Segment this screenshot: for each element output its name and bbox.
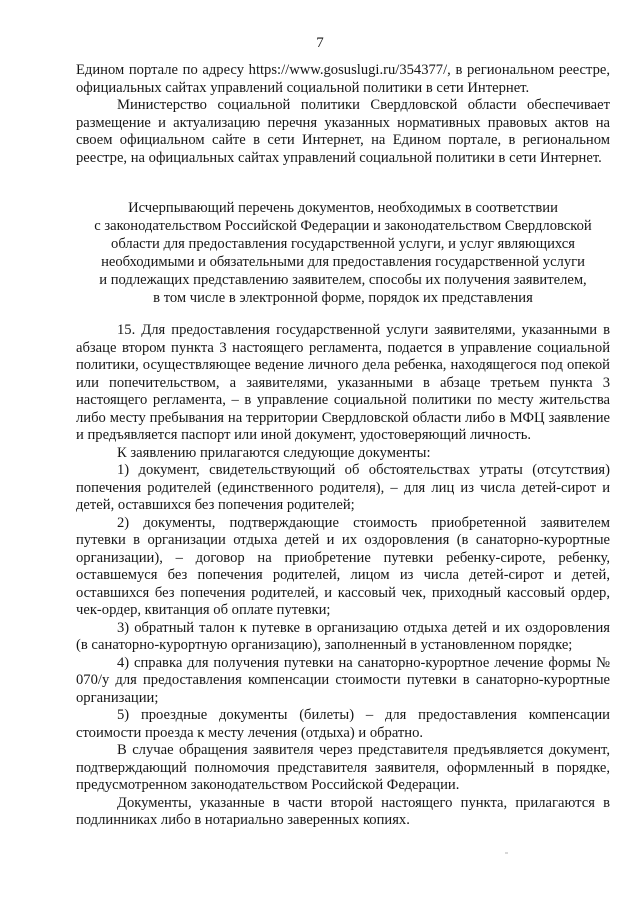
paragraph-15: 15. Для предоставления государственной услуги заявителями, указанными в абзаце втором пункта 3 настоящего регламента, подается в управление социальной политики, осуществляющее ведение личного дела ребенка, находящегося под опекой или попечительством, а заявителями, указанными в абзаце третьем пункта 3 настоящего регламента, – в управление социальной политики по месту жительства либо месту пребывания на территории Свердловской области либо в МФЦ заявление и предъявляется паспорт или иной документ, удостоверяющий личность. [76, 322, 610, 443]
scan-dot [505, 852, 508, 854]
list-item-4: 4) справка для получения путевки на санаторно-курортное лечение формы № 070/у для предоставления компенсации стоимости путевки в санаторно-курортные организации; [76, 654, 610, 706]
list-item-2: 2) документы, подтверждающие стоимость приобретенной заявителем путевки в организации отдыха детей и их оздоровления (в санаторно-курортные организации), – договор на приобретение путевки ребенку-сироте, ребенку, оставшемуся без попечения родителей, лицом из числа детей-сирот и детей, оставшихся без попечения родителей, и кассовый чек, приходный кассовый ордер, чек-ордер, квитанция об оплате путевки; [76, 514, 610, 618]
heading-line: и подлежащих представлению заявителем, способы их получения заявителем, [99, 271, 587, 288]
paragraph-originals: Документы, указанные в части второй настоящего пункта, прилагаются в подлинниках либо в нотариально заверенных копиях. [76, 794, 610, 828]
main-section [76, 322, 610, 830]
paragraph-ministry-duties: Министерство социальной политики Свердловской области обеспечивает размещение и актуализацию перечня указанных нормативных правовых актов на своем официальном сайте в сети Интернет, на Едином портале, в региональном реестре, на официальных сайтах управлений социальной политики в сети Интернет. [76, 97, 610, 166]
paragraph-portal-address: Едином портале по адресу https://www.gosuslugi.ru/354377/, в региональном реестре, официальных сайтах управлений социальной политики в сети Интернет. [76, 62, 610, 96]
heading-line: в том числе в электронной форме, порядок их представления [153, 289, 533, 306]
heading-line: Исчерпывающий перечень документов, необходимых в соответствии [128, 200, 558, 216]
heading-line: необходимыми и обязательными для предоставления государственной услуги [101, 253, 585, 270]
section-heading [76, 200, 610, 307]
paragraph-attachments-intro: К заявлению прилагаются следующие документы: [117, 444, 431, 461]
list-item-1: 1) документ, свидетельствующий об обстоятельствах утраты (отсутствия) попечения родителей (единственного родителя), – для лиц из числа детей-сирот и детей, оставшихся без попечения родителей; [76, 462, 610, 513]
intro-section [76, 62, 610, 167]
heading-line: с законодательством Российской Федерации и законодательством Свердловской [94, 217, 592, 234]
list-item-3: 3) обратный талон к путевке в организацию отдыха детей и их оздоровления (в санаторно-курортную организацию), заполненный в установленном порядке; [76, 619, 610, 653]
heading-line: области для предоставления государственной услуги, и услуг являющихся [111, 235, 575, 252]
list-item-5: 5) проездные документы (билеты) – для предоставления компенсации стоимости проезда к месту лечения (отдыха) и обратно. [76, 707, 610, 741]
paragraph-representative: В случае обращения заявителя через представителя предъявляется документ, подтверждающий полномочия представителя заявителя, оформленный в порядке, предусмотренном законодательством Российской Федерации. [76, 742, 610, 793]
page-number: 7 [316, 35, 324, 51]
